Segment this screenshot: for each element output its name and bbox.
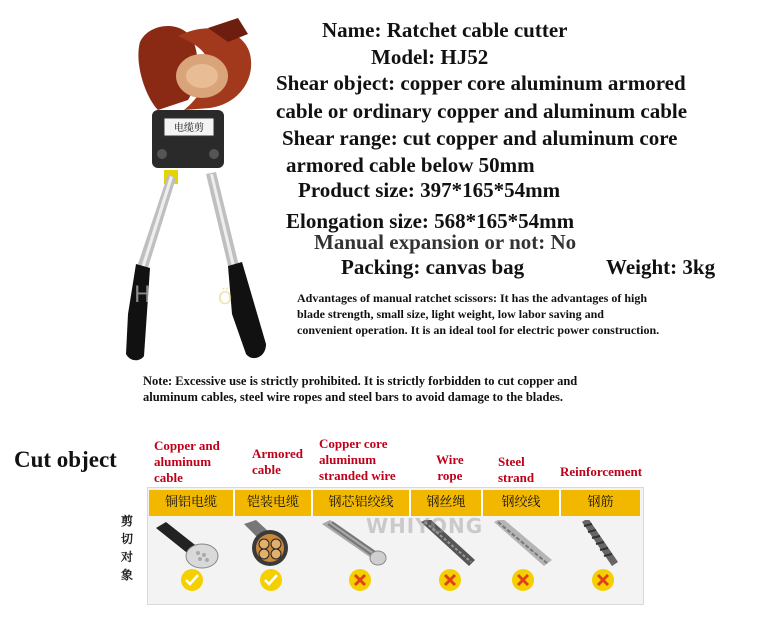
header-reinforcement: 钢筋 [561,490,640,516]
advantages-line-1: Advantages of manual ratchet scissors: It has the advantages of high [297,291,648,305]
col-label-line: Steel [498,454,525,469]
col-label-line: Reinforcement [560,464,643,479]
spec-shear-range-2: armored cable below 50mm [286,153,535,177]
spec-packing: Packing: canvas bag [341,255,525,279]
side-label-char: 切 [121,532,134,546]
tool-label: 电缆剪 [174,123,204,134]
spec-manual-expansion: Manual expansion or not: No [314,230,577,254]
right-grip [228,262,266,358]
col-label-copper-aluminum-cable [154,438,220,486]
svg-text:Ö: Ö [218,288,233,309]
cut-object-title: Cut object [14,447,117,472]
reinforcement-image [568,520,632,570]
spec-shear-object-2: cable or ordinary copper and aluminum cable [276,99,688,123]
col-label-line: strand [498,470,535,485]
col-label-steel-strand [498,454,534,486]
spec-model: Model: HJ52 [371,45,489,69]
side-label-char: 剪 [121,514,134,528]
armored-cable-image [240,520,308,570]
spec-product-size: Product size: 397*165*54mm [298,178,561,202]
col-label-line: stranded wire [319,468,396,483]
cross-icon [591,568,615,592]
check-icon [259,568,283,592]
advantages-line-2: blade strength, small size, light weight, low labor saving and [297,307,604,321]
steel-strand-image [488,520,558,570]
side-label-char: 象 [121,568,134,582]
header-wire-rope: 钢丝绳 [411,490,483,516]
header-armored-cable: 铠装电缆 [235,490,313,516]
col-label-line: aluminum [154,454,212,469]
col-label-line: rope [437,468,463,483]
spec-weight: Weight: 3kg [606,255,716,279]
col-label-line: aluminum [319,452,377,467]
col-label-wire-rope [436,452,464,484]
header-steel-strand: 钢绞线 [483,490,561,516]
check-icon [180,568,204,592]
note-line-2: aluminum cables, steel wire ropes and steel bars to avoid damage to the blades. [143,390,564,404]
copper-aluminum-cable-image [152,520,230,570]
spec-name: Name: Ratchet cable cutter [322,18,568,42]
spec-shear-object-1: Shear object: copper core aluminum armored [276,71,686,95]
advantages-line-3: convenient operation. It is an ideal tool for electric power construction. [297,323,660,337]
col-label-line: cable [154,470,183,485]
note-line-1: Note: Excessive use is strictly prohibited. It is strictly forbidden to cut copper and [143,374,578,388]
col-label-line: Wire [436,452,464,467]
cross-icon [438,568,462,592]
col-label-line: Copper and [154,438,220,453]
col-label-line: Armored [252,446,304,461]
col-label-armored-cable [252,446,303,478]
cross-icon [511,568,535,592]
header-copper-aluminum-cable: 铜铝电缆 [149,490,235,516]
col-label-reinforcement [560,464,642,480]
cross-icon [348,568,372,592]
col-label-line: Copper core [319,436,388,451]
side-label-char: 对 [121,550,134,564]
col-label-line: cable [252,462,281,477]
col-label-stranded-wire [319,436,396,484]
spec-elongation-size: Elongation size: 568*165*54mm [286,209,575,233]
spec-shear-range-1: Shear range: cut copper and aluminum core [282,126,678,150]
header-stranded-wire: 钢芯铝绞线 [313,490,411,516]
product-photo [118,14,286,366]
svg-text:H: H [134,283,151,308]
watermark-text: WHIYONG [366,514,484,538]
left-grip [126,264,150,360]
